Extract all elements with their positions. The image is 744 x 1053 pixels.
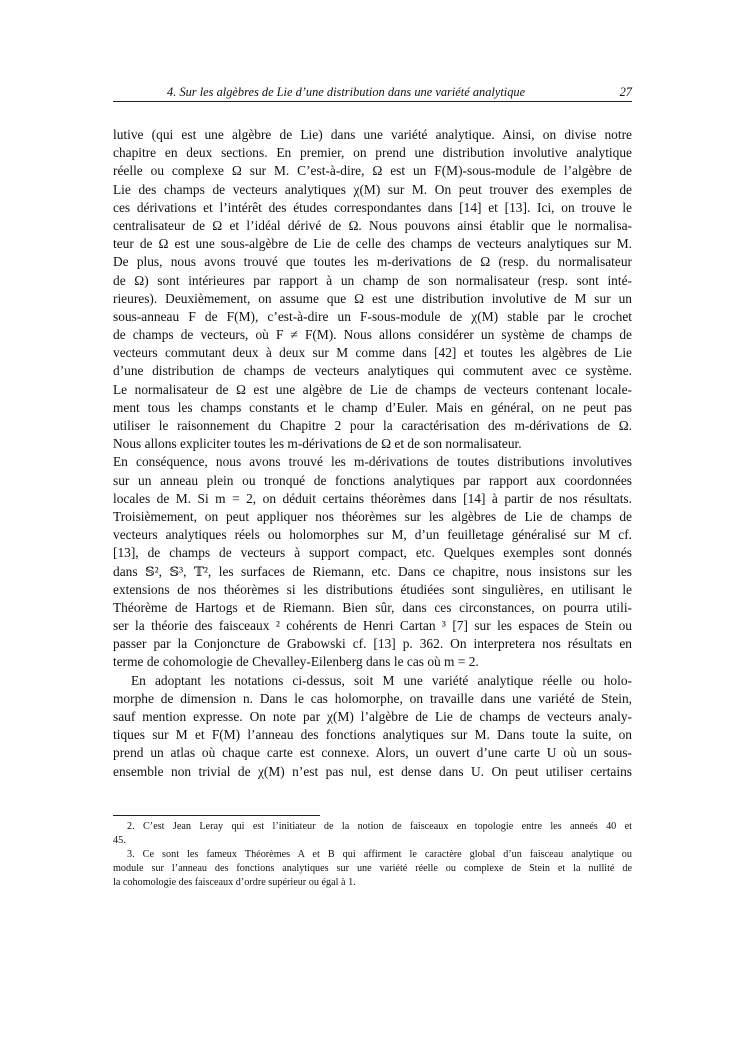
footnote-line: 2. C’est Jean Leray qui est l’initiateur de la notion de faisceaux en topologie entre les anneés 40 et	[127, 821, 632, 832]
body-line: rieures). Deuxièmement, on assume que Ω est une distribution involutive de M sur un	[113, 290, 632, 306]
body-line: Théorème de Hartogs et de Riemann. Bien sûr, dans ces circonstances, on pourra utili-	[113, 599, 632, 615]
body-line: locales de M. Si m = 2, on déduit certains théorèmes dans [14] à partir de nos résultats.	[113, 490, 632, 506]
running-header-title: 4. Sur les algèbres de Lie d’une distribution dans une variété analytique	[167, 85, 526, 99]
body-line: ment tous les champs constants et le champ d’Euler. Mais en général, on ne peut pas	[113, 399, 632, 415]
body-line: lutive (qui est une algèbre de Lie) dans une variété analytique. Ainsi, on divise notre	[113, 127, 632, 142]
body-line: sous-anneau F de F(M), c’est-à-dire un F-sous-module de χ(M) stable par le crochet	[113, 308, 632, 324]
body-line: vecteurs commutant deux à deux sur M comme dans [42] et toutes les algèbres de Lie	[113, 345, 632, 361]
body-line: Le normalisateur de Ω est une algèbre de Lie de champs de vecteurs contenant locale-	[113, 381, 632, 397]
body-line: prend un atlas où chaque carte est connexe. Alors, un ouvert d’une carte U où un sous-	[113, 745, 632, 761]
body-line: Troisièmement, on peut appliquer nos théorèmes sur les algèbres de Lie de champs de	[113, 508, 632, 524]
footnote-line: 3. Ce sont les fameux Théorèmes A et B qui affirment le caractère global d’un faisceau analytique ou	[127, 849, 632, 860]
footnote-rule	[113, 815, 320, 816]
body-line: ces dérivations et l’intérêt des études correspondantes dans [14] et [13]. Ici, on trouve le	[113, 199, 632, 215]
body-line: sauf mention expresse. On note par χ(M) l’algèbre de Lie de champs de vecteurs analy-	[113, 709, 632, 724]
body-text	[113, 126, 632, 781]
body-line: vecteurs analytiques réels ou holomorphes sur M, d’un feuilletage généralisé sur M cf.	[113, 527, 632, 543]
body-line: réelle ou complexe Ω sur M. C’est-à-dire, Ω est un F(M)-sous-module de l’algèbre de	[113, 163, 632, 179]
body-line: de Ω) sont intérieures par rapport à un champ de son normalisateur (resp. sont inté-	[113, 272, 632, 288]
body-line: dans 𝕊², 𝕊³, 𝕋², les surfaces de Riemann, etc. Dans ce chapitre, nous insistons sur les	[113, 563, 632, 579]
body-line: utiliser le raisonnement du Chapitre 2 pour la caractérisation des m-dérivations de Ω.	[113, 418, 632, 433]
running-header	[113, 83, 632, 102]
page-number: 27	[619, 85, 632, 99]
body-line: chapitre en deux sections. En premier, on prend une distribution involutive analytique	[113, 145, 632, 161]
body-line: ser la théorie des faisceaux ² cohérents de Henri Cartan ³ [7] sur les espaces de Stein ou	[113, 618, 632, 634]
body-line: De plus, nous avons trouvé que toutes les m-derivations de Ω (resp. du normalisateur	[113, 254, 632, 270]
body-line: d’une distribution de champs de vecteurs analytiques qui commutent avec ce système.	[113, 363, 632, 379]
body-line: extensions de nos théorèmes si les distributions étudiées sont singulières, en utilisant le	[113, 581, 632, 597]
body-line: morphe de dimension n. Dans le cas holomorphe, on travaille dans une variété de Stein,	[113, 690, 632, 706]
body-line: Lie des champs de vecteurs analytiques χ(M) sur M. On peut trouver des exemples de	[113, 181, 632, 197]
footnote-line: la cohomologie des faisceaux d’ordre supérieur ou égal à 1.	[113, 877, 356, 888]
body-line: passer par la Conjoncture de Grabowski cf. [13] p. 362. On interpretera nos résultats en	[113, 636, 632, 652]
body-line: terme de cohomologie de Chevalley-Eilenberg dans le cas où m = 2.	[113, 654, 479, 670]
body-line: En conséquence, nous avons trouvé les m-dérivations de toutes distributions involutives	[113, 454, 632, 470]
body-line: Nous allons expliciter toutes les m-dérivations de Ω et de son normalisateur.	[113, 436, 522, 452]
body-line: ensemble non trivial de χ(M) n’est pas nul, est dense dans U. On peut utiliser certains	[113, 763, 632, 779]
body-line: En adoptant les notations ci-dessus, soit M une variété analytique réelle ou holo-	[131, 672, 632, 688]
body-line: tiques sur M et F(M) l’anneau des fonctions analytiques sur M. Dans toute la suite, on	[113, 727, 632, 743]
body-line: sur un anneau plein ou tronqué de fonctions analytiques par rapport aux coordonnées	[113, 472, 632, 488]
body-line: teur de Ω est une sous-algèbre de Lie de celle des champs de vecteurs analytiques sur M.	[113, 236, 632, 252]
footnote-line: 45.	[113, 835, 126, 846]
body-line: [13], de champs de vecteurs à support compact, etc. Quelques exemples sont donnés	[113, 545, 632, 561]
footnotes	[113, 820, 632, 890]
footnote-line: module sur l’anneau des fonctions analytiques sur une variété réelle ou complexe de Stein et la nullité de	[113, 863, 632, 874]
body-line: centralisateur de Ω et l’idéal dérivé de Ω. Nous pouvons ainsi établir que le normalisa-	[113, 217, 632, 233]
body-line: de champs de vecteurs, où F ≠ F(M). Nous allons considérer un système de champs de	[113, 327, 632, 343]
